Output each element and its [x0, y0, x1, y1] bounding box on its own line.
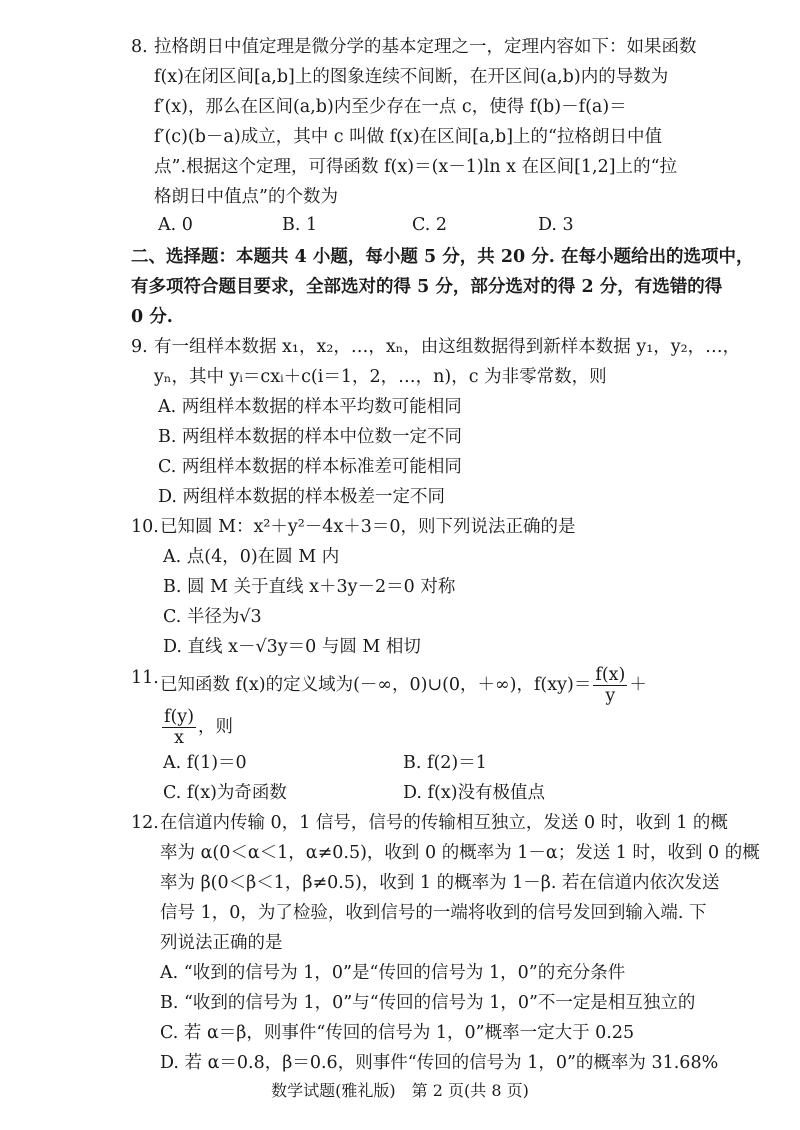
q11-line-2-end: ，则 — [198, 717, 234, 737]
q11-fraction-2 — [162, 707, 196, 748]
q10-number: 10. — [131, 517, 159, 537]
q12-option-c: C. 若 α＝β，则事件“传回的信号为 1，0”概率一定大于 0.25 — [160, 1023, 635, 1043]
q11-fraction-2-numerator: f(y) — [164, 707, 195, 727]
q9-line-1: 有一组样本数据 x₁，x₂，…，xₙ，由这组数据得到新样本数据 y₁，y₂，…， — [154, 337, 741, 357]
q9-option-d: D. 两组样本数据的样本极差一定不同 — [158, 487, 446, 507]
q8-line-5: 点”.根据这个定理，可得函数 f(x)＝(x－1)ln x 在区间[1,2]上的“拉 — [154, 157, 678, 177]
q8-line-1: 拉格朗日中值定理是微分学的基本定理之一，定理内容如下：如果函数 — [154, 37, 697, 57]
q10-option-a: A. 点(4，0)在圆 M 内 — [163, 547, 340, 567]
q11-number: 11. — [131, 668, 159, 688]
q11-option-b: B. f(2)＝1 — [403, 753, 487, 773]
q11-option-d: D. f(x)没有极值点 — [403, 783, 546, 803]
q8-option-c: C. 2 — [412, 215, 448, 235]
q11-fraction-1 — [593, 665, 627, 706]
q12-option-a: A. “收到的信号为 1，0”是“传回的信号为 1，0”的充分条件 — [160, 963, 626, 983]
q8-line-3: f′(x)，那么在区间(a,b)内至少存在一点 c，使得 f(b)－f(a)＝ — [154, 97, 627, 117]
q12-option-b: B. “收到的信号为 1，0”与“传回的信号为 1，0”不一定是相互独立的 — [160, 993, 696, 1013]
q12-line-2: 率为 α(0＜α＜1，α≠0.5)，收到 0 的概率为 1－α；发送 1 时，收到 0 的概 — [160, 843, 760, 863]
section-2-line-1: 二、选择题：本题共 4 小题，每小题 5 分，共 20 分. 在每小题给出的选项中， — [131, 247, 754, 267]
q8-number: 8. — [131, 37, 148, 57]
q11-fraction-1-denominator: y — [605, 686, 616, 706]
q12-line-5: 列说法正确的是 — [160, 933, 283, 953]
q11-fraction-2-denominator: x — [174, 728, 184, 748]
q9-line-2: yₙ，其中 yᵢ＝cxᵢ＋c(i＝1，2，…，n)，c 为非零常数，则 — [154, 367, 607, 387]
q12-line-4: 信号 1，0，为了检验，收到信号的一端将收到的信号发回到输入端. 下 — [160, 903, 707, 923]
q11-line-2 — [160, 707, 233, 748]
q11-stem-text: 已知函数 f(x)的定义域为(－∞，0)∪(0，＋∞)，f(xy)＝ — [160, 675, 592, 695]
section-2-line-2: 有多项符合题目要求，全部选对的得 5 分，部分选对的得 2 分，有选错的得 — [131, 277, 723, 297]
q8-line-4: f′(c)(b－a)成立，其中 c 叫做 f(x)在区间[a,b]上的“拉格朗日中值 — [154, 127, 662, 147]
q8-line-2: f(x)在闭区间[a,b]上的图象连续不间断，在开区间(a,b)内的导数为 — [154, 67, 669, 87]
q9-option-c: C. 两组样本数据的样本标准差可能相同 — [158, 457, 462, 477]
q12-option-d: D. 若 α＝0.8，β＝0.6，则事件“传回的信号为 1，0”的概率为 31.68% — [160, 1053, 719, 1073]
q11-stem — [160, 665, 647, 706]
q12-number: 12. — [131, 813, 159, 833]
q10-option-d: D. 直线 x－√3y＝0 与圆 M 相切 — [163, 637, 421, 657]
q11-option-a: A. f(1)＝0 — [163, 753, 247, 773]
q12-line-1: 在信道内传输 0，1 信号，信号的传输相互独立，发送 0 时，收到 1 的概 — [160, 813, 728, 833]
section-2-line-3: 0 分. — [131, 307, 173, 327]
q8-option-b: B. 1 — [282, 215, 318, 235]
q9-number: 9. — [131, 337, 148, 357]
q10-option-c: C. 半径为√3 — [163, 607, 262, 627]
q10-stem: 已知圆 M：x²＋y²－4x＋3＝0，则下列说法正确的是 — [160, 517, 576, 537]
q10-option-b: B. 圆 M 关于直线 x＋3y－2＝0 对称 — [163, 577, 456, 597]
q8-option-a: A. 0 — [158, 215, 193, 235]
q8-option-d: D. 3 — [538, 215, 574, 235]
page-footer: 数学试题(雅礼版) 第 2 页(共 8 页) — [271, 1081, 529, 1100]
q12-line-3: 率为 β(0＜β＜1，β≠0.5)，收到 1 的概率为 1－β. 若在信道内依次发送 — [160, 873, 720, 893]
q9-option-b: B. 两组样本数据的样本中位数一定不同 — [158, 427, 462, 447]
q8-line-6: 格朗日中值点”的个数为 — [154, 187, 338, 207]
q11-fraction-1-numerator: f(x) — [595, 665, 626, 685]
q9-option-a: A. 两组样本数据的样本平均数可能相同 — [158, 397, 462, 417]
q11-option-c: C. f(x)为奇函数 — [163, 783, 287, 803]
q11-plus: ＋ — [629, 675, 647, 695]
